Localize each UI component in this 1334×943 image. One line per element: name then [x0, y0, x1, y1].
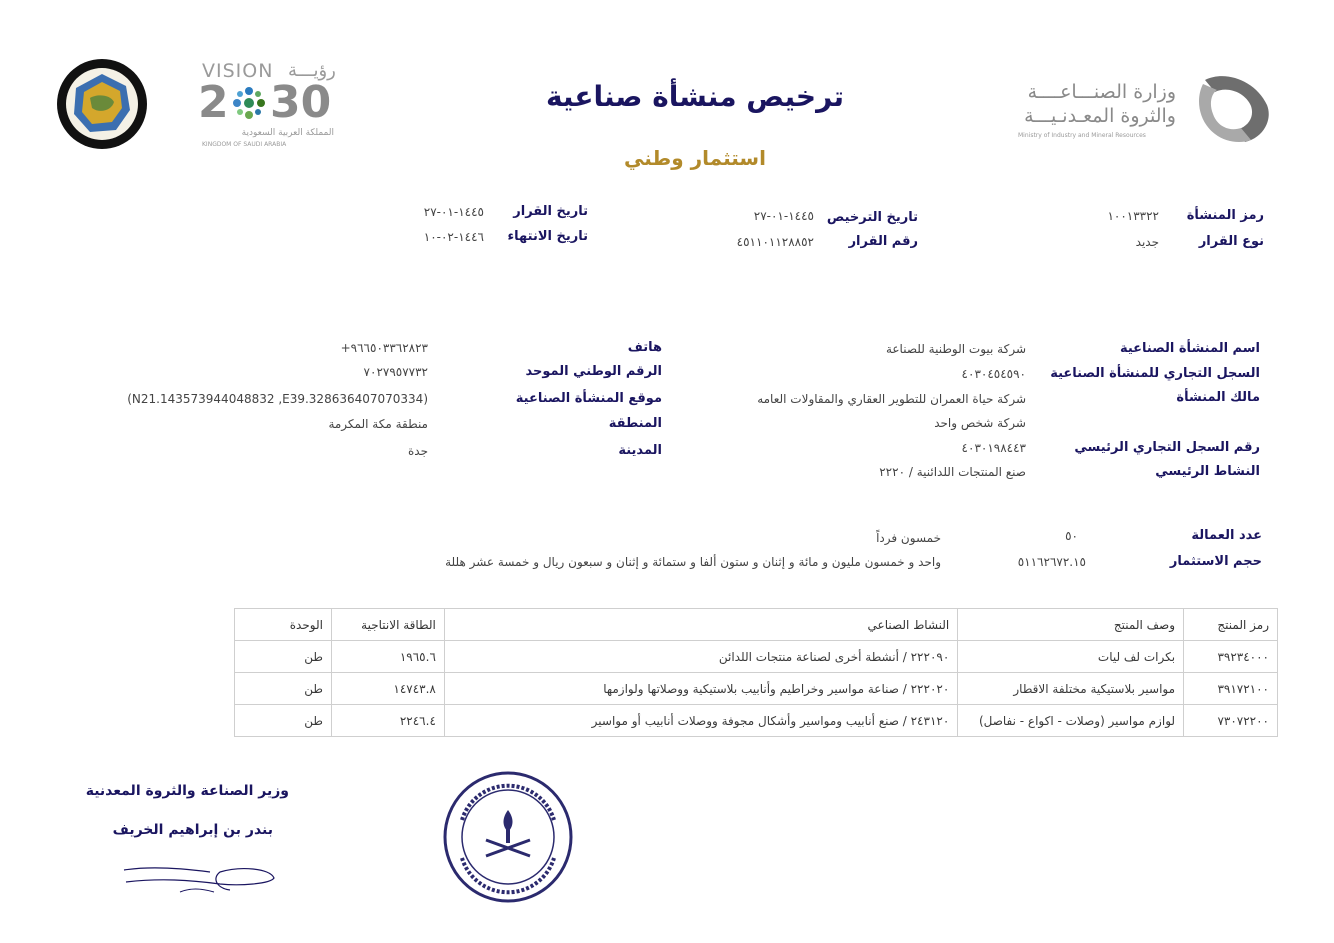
- decision-date-label: تاريخ القرار: [513, 204, 588, 219]
- location-value: (N21.143573944048832 ,E39.328636407070334): [127, 392, 428, 406]
- document-title: ترخيص منشأة صناعية: [545, 80, 845, 113]
- investment-label: حجم الاستثمار: [1169, 554, 1262, 569]
- vision-flower-icon: [230, 84, 268, 122]
- product-description: مواسير بلاستيكية مختلفة الاقطار: [958, 673, 1184, 705]
- facility-code-label: رمز المنشأة: [1186, 208, 1264, 223]
- unified-label: الرقم الوطني الموحد: [525, 364, 662, 379]
- owner-label: مالك المنشأة: [1176, 390, 1260, 405]
- decision-number: ٤٥١١٠١١٢٨٨٥٢: [736, 235, 814, 249]
- workforce-count-label: عدد العمالة: [1191, 528, 1262, 543]
- unit: طن: [235, 705, 332, 737]
- workforce-count-words: خمسون فرداً: [876, 531, 941, 545]
- main-activity: صنع المنتجات اللدائنية / ٢٢٢٠: [879, 465, 1026, 479]
- product-code: ٣٩٢٣٤٠٠٠: [1184, 641, 1278, 673]
- ministry-seal: [442, 770, 574, 904]
- industrial-activity: ٢٢٢٠٩٠ / أنشطة أخرى لصناعة منتجات اللدائن: [444, 641, 957, 673]
- table-row: [235, 705, 1278, 737]
- product-description: بكرات لف ليات: [958, 641, 1184, 673]
- city-label: المدينة: [618, 443, 662, 458]
- expiry-date-label: تاريخ الانتهاء: [507, 229, 588, 244]
- expiry-date: ١٤٤٦-٠٢-١٠: [423, 230, 484, 244]
- products-table: [234, 608, 1278, 737]
- industrial-activity: ٢٤٣١٢٠ / صنع أنابيب ومواسير وأشكال مجوفة ووصلات أنابيب أو مواسير: [444, 705, 957, 737]
- ministry-name-en: Ministry of Industry and Mineral Resources: [1018, 132, 1146, 139]
- decision-type: جديد: [1135, 235, 1159, 249]
- vision-year-a: 2: [198, 77, 229, 128]
- column-header: رمز المنتج: [1184, 609, 1278, 641]
- production-capacity: ١٩٦٥.٦: [331, 641, 444, 673]
- owner-line2: شركة شخص واحد: [934, 416, 1026, 430]
- location-label: موقع المنشأة الصناعية: [515, 391, 662, 406]
- owner-line1: شركة حياة العمران للتطوير العقاري والمقاولات العامه: [757, 392, 1026, 406]
- decision-number-label: رقم القرار: [848, 234, 918, 249]
- region-value: منطقة مكة المكرمة: [328, 417, 428, 431]
- facility-name-label: اسم المنشأة الصناعية: [1119, 341, 1260, 356]
- investment-words: واحد و خمسون مليون و مائة و إثنان و ستون ألفا و ستمائة و إثنان و سبعون ريال و خمسة عشر هللة: [445, 555, 941, 569]
- gcc-emblem: [56, 58, 148, 150]
- decision-date: ١٤٤٥-٠١-٢٧: [423, 205, 484, 219]
- handwritten-signature: [120, 858, 280, 898]
- workforce-count: ٥٠: [1065, 529, 1078, 543]
- production-capacity: ٢٢٤٦.٤: [331, 705, 444, 737]
- cr-label: السجل التجاري للمنشأة الصناعية: [1050, 366, 1260, 381]
- document-subtitle: استثمار وطني: [624, 146, 766, 170]
- column-header: وصف المنتج: [958, 609, 1184, 641]
- main-activity-label: النشاط الرئيسي: [1155, 464, 1260, 479]
- product-code: ٧٣٠٧٢٢٠٠: [1184, 705, 1278, 737]
- vision-year-b: 30: [270, 77, 332, 128]
- cr-value: ٤٠٣٠٤٥٤٥٩٠: [961, 367, 1026, 381]
- facility-name: شركة بيوت الوطنية للصناعة: [885, 342, 1026, 356]
- facility-code: ١٠٠١٣٣٢٢: [1107, 209, 1159, 223]
- column-header: الطاقة الانتاجية: [331, 609, 444, 641]
- decision-type-label: نوع القرار: [1198, 234, 1264, 249]
- main-cr: ٤٠٣٠١٩٨٤٤٣: [961, 441, 1026, 455]
- region-label: المنطقة: [608, 416, 662, 431]
- minister-name: بندر بن إبراهيم الخريف: [112, 822, 273, 838]
- vision-kingdom-ar: المملكة العربية السعودية: [241, 128, 334, 138]
- vision-kingdom-en: KINGDOM OF SAUDI ARABIA: [202, 141, 287, 148]
- table-header-row: [235, 609, 1278, 641]
- minister-title: وزير الصناعة والثروة المعدنية: [85, 783, 289, 799]
- column-header: النشاط الصناعي: [444, 609, 957, 641]
- table-row: [235, 641, 1278, 673]
- unit: طن: [235, 641, 332, 673]
- unified-value: ٧٠٢٧٩٥٧٧٣٢: [363, 365, 428, 379]
- ministry-name-line2: والثروة المعـدنـيـــة: [1024, 105, 1176, 127]
- vision-2030-logo: [198, 60, 348, 155]
- product-description: لوازم مواسير (وصلات - اكواع - نفاصل): [958, 705, 1184, 737]
- column-header: الوحدة: [235, 609, 332, 641]
- vision-ar: رؤيـــة: [288, 60, 336, 81]
- phone-label: هاتف: [627, 340, 662, 355]
- phone-value: +٩٦٦٥٠٣٣٦٢٨٢٣: [340, 341, 428, 355]
- table-row: [235, 673, 1278, 705]
- unit: طن: [235, 673, 332, 705]
- main-cr-label: رقم السجل التجاري الرئيسي: [1074, 440, 1260, 455]
- city-value: جدة: [407, 444, 428, 458]
- ministry-logo: [1185, 70, 1273, 150]
- license-date-label: تاريخ الترخيص: [826, 210, 918, 225]
- product-code: ٣٩١٧٢١٠٠: [1184, 673, 1278, 705]
- production-capacity: ١٤٧٤٣.٨: [331, 673, 444, 705]
- vision-en: VISION: [202, 60, 274, 82]
- industrial-activity: ٢٢٢٠٢٠ / صناعة مواسير وخراطيم وأنابيب بلاستيكية ووصلاتها ولوازمها: [444, 673, 957, 705]
- investment-value: ٥١١٦٢٦٧٢.١٥: [1017, 555, 1086, 569]
- ministry-name-line1: وزارة الصنـــاعــــة: [1027, 81, 1176, 103]
- license-date: ١٤٤٥-٠١-٢٧: [753, 209, 814, 223]
